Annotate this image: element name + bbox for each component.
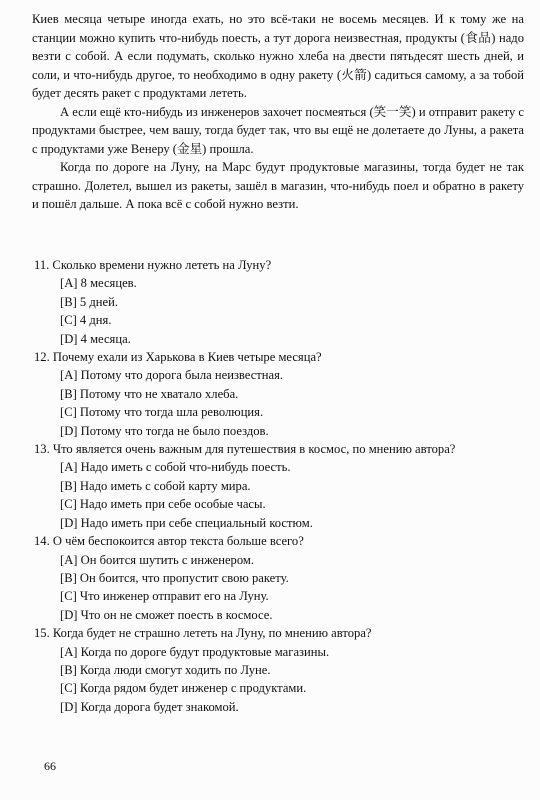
question-12	[34, 348, 524, 440]
answer-option-d: [D] Когда дорога будет знакомой.	[60, 699, 239, 714]
answer-option-c: [C] Когда рядом будет инженер с продуктами.	[60, 681, 307, 696]
question-14	[34, 532, 524, 624]
question-11	[34, 256, 524, 348]
question-stem: 15. Когда будет не страшно лететь на Луну, по мнению автора?	[34, 626, 372, 641]
answer-option-a: [A] Когда по дороге будут продуктовые магазины.	[60, 644, 330, 659]
answer-option-d: [D] Надо иметь при себе специальный костюм.	[60, 515, 313, 530]
answer-option-b: [B] 5 дней.	[60, 294, 119, 309]
answer-option-b: [B] Потому что не хватало хлеба.	[60, 386, 239, 401]
question-13	[34, 440, 524, 532]
reading-passage	[32, 10, 524, 214]
answer-option-a: [A] Надо иметь с собой что-нибудь поесть.	[60, 460, 291, 475]
question-15	[34, 624, 524, 716]
answer-option-b: [B] Когда люди смогут ходить по Луне.	[60, 662, 271, 677]
page-number: 66	[44, 759, 56, 773]
answer-option-b: [B] Он боится, что пропустит свою ракету.	[60, 570, 289, 585]
passage-paragraph: А если ещё кто-нибудь из инженеров захочет посмеяться (笑一笑) и отправит ракету с продуктами быстрее, чем вашу, тогда будет так, что вы ещё не долетаете до Луны, а ракета с продуктами уже Венеру (金星) прошла.	[32, 104, 524, 156]
answer-option-c: [C] Надо иметь при себе особые часы.	[60, 497, 266, 512]
question-stem: 12. Почему ехали из Харькова в Киев четыре месяца?	[34, 350, 322, 365]
question-list	[34, 256, 524, 716]
answer-option-c: [C] Потому что тогда шла революция.	[60, 405, 264, 420]
question-stem: 11. Сколько времени нужно лететь на Луну?	[34, 258, 272, 272]
passage-paragraph: Когда по дороге на Луну, на Марс будут продуктовые магазины, тогда будет не так страшно. Долетел, вышел из ракеты, зашёл в магазин, что-нибудь поел и обратно в ракету и пошёл дальше. А пока всё с собой нужно везти.	[32, 160, 524, 211]
answer-option-c: [C] 4 дня.	[60, 313, 112, 328]
answer-option-a: [A] Он боится шутить с инженером.	[60, 552, 255, 567]
question-stem: 13. Что является очень важным для путешествия в космос, по мнению автора?	[34, 442, 456, 457]
answer-option-b: [B] Надо иметь с собой карту мира.	[60, 478, 251, 493]
answer-option-a: [A] Потому что дорога была неизвестная.	[60, 368, 284, 383]
question-stem: 14. О чём беспокоится автор текста больше всего?	[34, 534, 304, 549]
answer-option-d: [D] 4 месяца.	[60, 331, 131, 346]
answer-option-a: [A] 8 месяцев.	[60, 276, 137, 291]
answer-option-d: [D] Потому что тогда не было поездов.	[60, 423, 269, 438]
answer-option-c: [C] Что инженер отправит его на Луну.	[60, 589, 269, 604]
answer-option-d: [D] Что он не сможет поесть в космосе.	[60, 607, 273, 622]
passage-paragraph: Киев месяца четыре иногда ехать, но это всё-таки не восемь месяцев. И к тому же на станции можно купить что-нибудь поесть, а тут дорога неизвестная, продукты (食品) надо везти с собой. А если подумать, сколько нужно хлеба на двести пятьдесят шесть дней, и соли, и что-нибудь другое, то необходимо в одну ракету (火箭) садиться самому, а за тобой будет десять ракет с продуктами лететь.	[32, 12, 524, 100]
